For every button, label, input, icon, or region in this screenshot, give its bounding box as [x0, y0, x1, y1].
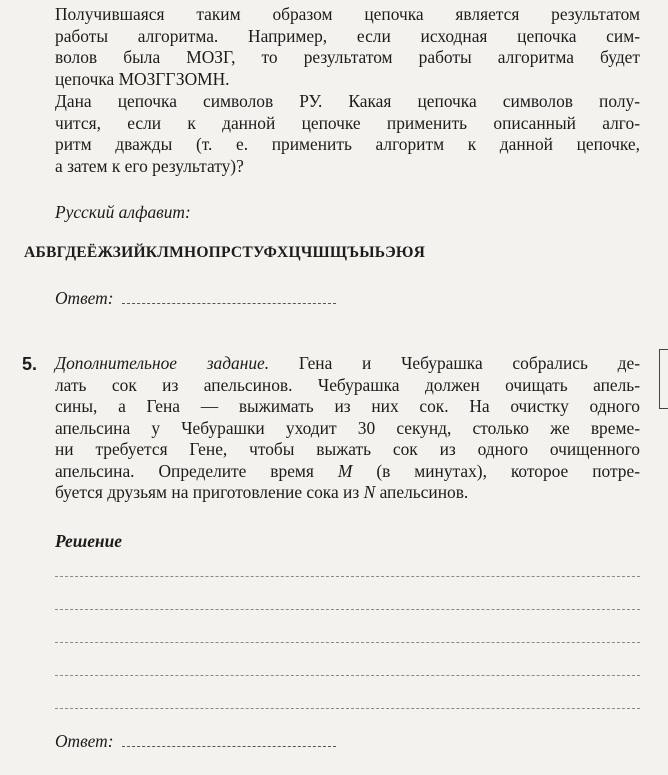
- text-line: Дана цепочка символов РУ. Какая цепочка символов полу-: [55, 91, 640, 111]
- text-line: лать сок из апельсинов. Чебурашка должен очищать апель-: [55, 374, 640, 395]
- variable-n: N: [363, 482, 376, 502]
- solution-line[interactable]: [55, 609, 640, 610]
- text-line: чится, если к данной цепочке применить описанный алго-: [55, 112, 640, 133]
- alphabet-label: Русский алфавит:: [55, 202, 191, 222]
- alphabet-letters: АБВГДЕЁЖЗИЙКЛМНОПРСТУФХЦЧШЩЪЫЬЭЮЯ: [24, 244, 426, 261]
- answer-label: Ответ:: [55, 288, 114, 308]
- text-line: работы алгоритма. Например, если исходная цепочка сим-: [55, 25, 640, 46]
- solution-line[interactable]: [55, 642, 640, 643]
- solution-label: Решение: [55, 531, 122, 551]
- solution-line[interactable]: [55, 576, 640, 577]
- task-text: Гена и Чебурашка собрались де-: [298, 353, 640, 373]
- text-line: ритм дважды (т. е. применить алгоритм к данной цепочке,: [55, 134, 640, 154]
- text-line: Получившаяся таким образом цепочка является результатом: [55, 4, 640, 24]
- text-line: волов была МОЗГ, то результатом работы алгоритма будет: [55, 47, 640, 67]
- task-title: Дополнительное задание.: [55, 353, 270, 373]
- variable-m: M: [337, 460, 353, 481]
- answer-row-1: [55, 288, 336, 309]
- text-line: [55, 353, 640, 375]
- text-part: буется друзьям на приготовление сока из: [55, 482, 360, 502]
- solution-line[interactable]: [55, 708, 640, 709]
- text-part: апельсинов.: [379, 482, 469, 502]
- text-line: цепочка МОЗГГЗОМН.: [55, 68, 230, 89]
- intro-paragraph: [55, 4, 640, 90]
- text-part: (в минутах), которое потре-: [376, 460, 640, 481]
- text-line: ни требуется Гене, чтобы выжать сок из одного очищенного: [55, 439, 640, 459]
- text-line: [55, 482, 640, 504]
- text-line: апельсина у Чебурашки уходит 30 секунд, столько же време-: [55, 417, 640, 438]
- answer-row-2: [55, 731, 336, 752]
- task5-paragraph: [55, 353, 640, 504]
- answer-label: Ответ:: [55, 731, 114, 751]
- margin-bracket: [659, 349, 668, 409]
- answer-input-line[interactable]: [122, 734, 336, 747]
- text-part: апельсина. Определите время: [55, 460, 314, 481]
- text-line: сины, а Гена — выжимать из них сок. На очистку одного: [55, 396, 640, 416]
- text-line: а затем к его результату)?: [55, 155, 244, 176]
- text-line: [55, 461, 640, 483]
- answer-input-line[interactable]: [122, 291, 336, 304]
- task-number: 5.: [22, 354, 38, 374]
- solution-line[interactable]: [55, 675, 640, 676]
- question-paragraph: [55, 91, 640, 177]
